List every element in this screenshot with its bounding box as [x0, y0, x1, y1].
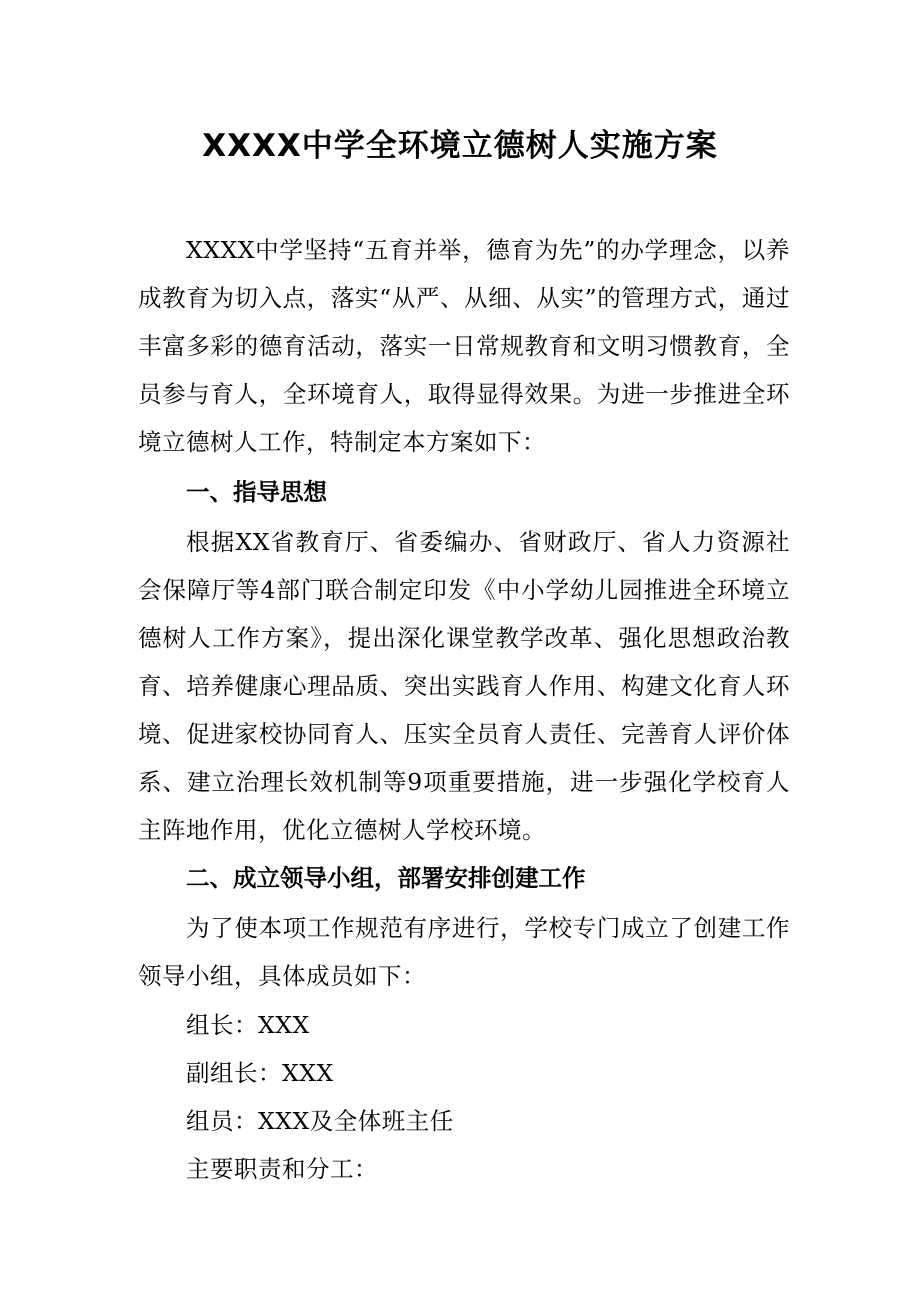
- section-1-heading: 一、指导思想: [186, 478, 327, 506]
- section-2-heading: 二、成立领导小组，部署安排创建工作: [186, 864, 586, 892]
- section-1-paragraph: 根据XX省教育厅、省委编办、省财政厅、省人力资源社会保障厅等4部门联合制定印发《中小学幼儿园推进全环境立德树人工作方案》，提出深化课堂教学改革、强化思想政治教育、培养健康心理品质、突出实践育人作用、构建文化育人环境、促进家校协同育人、压实全员育人责任、完善育人评价体系、建立治理长效机制等9项重要措施，进一步强化学校育人主阵地作用，优化立德树人学校环境。: [138, 528, 790, 844]
- intro-paragraph: XXXX中学坚持“五育并举，德育为先”的办学理念，以养成教育为切入点，落实“从严、从细、从实”的管理方式，通过丰富多彩的德育活动，落实一日常规教育和文明习惯教育，全员参与育人，全环境育人，取得显得效果。为进一步推进全环境立德树人工作，特制定本方案如下：: [138, 236, 790, 456]
- duties-line: 主要职责和分工：: [186, 1155, 378, 1183]
- document-title: XXXX中学全环境立德树人实施方案: [202, 128, 718, 164]
- group-leader-line: 组长：XXX: [186, 1011, 310, 1039]
- members-line: 组员：XXX及全体班主任: [186, 1107, 454, 1135]
- section-2-paragraph: 为了使本项工作规范有序进行，学校专门成立了创建工作领导小组，具体成员如下：: [138, 914, 790, 990]
- deputy-leader-line: 副组长：XXX: [186, 1059, 334, 1087]
